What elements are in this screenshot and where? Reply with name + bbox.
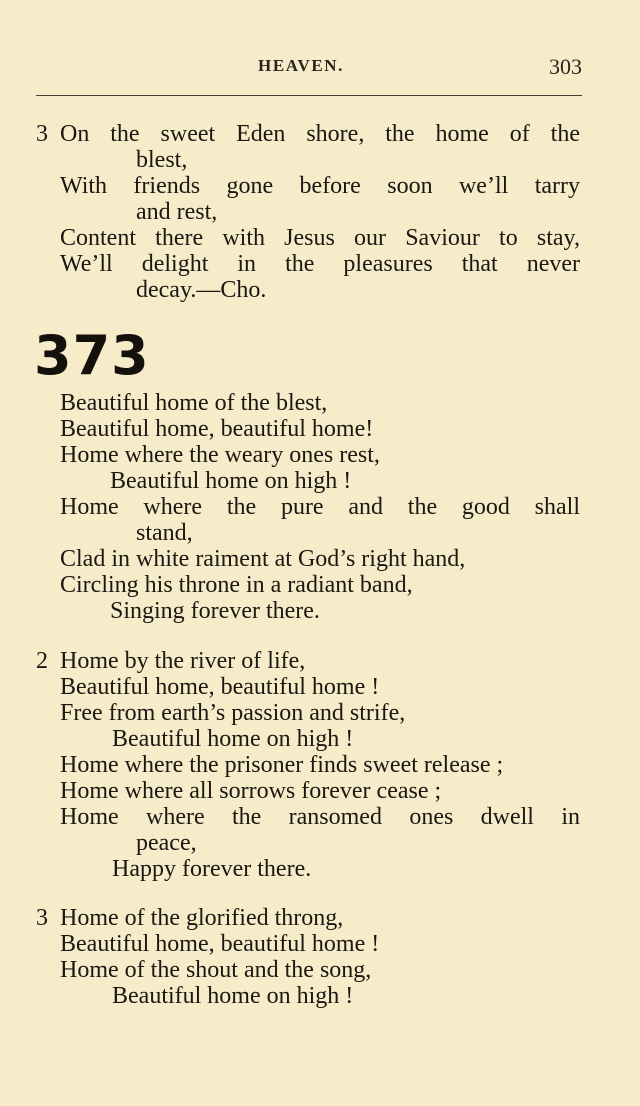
hymn-number: 373 xyxy=(34,324,150,387)
verse-line: decay.—Cho. xyxy=(136,277,267,303)
verse-line: Singing forever there. xyxy=(110,598,320,624)
verse-line: Beautiful home, beautiful home ! xyxy=(60,931,380,957)
verse-line: Clad in white raiment at God’s right hand, xyxy=(60,546,466,572)
page-number: 303 xyxy=(549,54,582,79)
verse-line: Beautiful home on high ! xyxy=(110,468,352,494)
running-head: HEAVEN. xyxy=(258,56,344,75)
verse-line: Beautiful home on high ! xyxy=(112,983,354,1009)
verse-line: peace, xyxy=(136,830,197,856)
verse-line: Circling his throne in a radiant band, xyxy=(60,572,413,598)
verse-line: Beautiful home, beautiful home! xyxy=(60,416,374,442)
verse-line: Home of the shout and the song, xyxy=(60,957,372,983)
verse-line: Home where the prisoner finds sweet release ; xyxy=(60,752,504,778)
stanza-number: 3 xyxy=(36,121,48,147)
verse-line: Home where the pure and the good shall xyxy=(60,494,580,520)
stanza-number: 2 xyxy=(36,648,48,674)
verse-line: With friends gone before soon we’ll tarry xyxy=(60,173,580,199)
verse-line: Home of the glorified throng, xyxy=(60,905,344,931)
verse-line: Home where all sorrows forever cease ; xyxy=(60,778,442,804)
verse-line: Beautiful home, beautiful home ! xyxy=(60,674,380,700)
verse-line: Happy forever there. xyxy=(112,856,312,882)
verse-line: Home by the river of life, xyxy=(60,648,306,674)
verse-line: Home where the ransomed ones dwell in xyxy=(60,804,580,830)
verse-line: On the sweet Eden shore, the home of the xyxy=(60,121,580,147)
verse-line: Free from earth’s passion and strife, xyxy=(60,700,406,726)
page-header xyxy=(36,50,582,90)
verse-line: Beautiful home on high ! xyxy=(112,726,354,752)
stanza-number: 3 xyxy=(36,905,48,931)
verse-line: blest, xyxy=(136,147,188,173)
verse-line: Home where the weary ones rest, xyxy=(60,442,380,468)
verse-line: stand, xyxy=(136,520,193,546)
verse-line: Content there with Jesus our Saviour to stay, xyxy=(60,225,580,251)
verse-line: and rest, xyxy=(136,199,218,225)
verse-line: Beautiful home of the blest, xyxy=(60,390,328,416)
header-rule xyxy=(36,95,582,96)
verse-line: We’ll delight in the pleasures that never xyxy=(60,251,580,277)
